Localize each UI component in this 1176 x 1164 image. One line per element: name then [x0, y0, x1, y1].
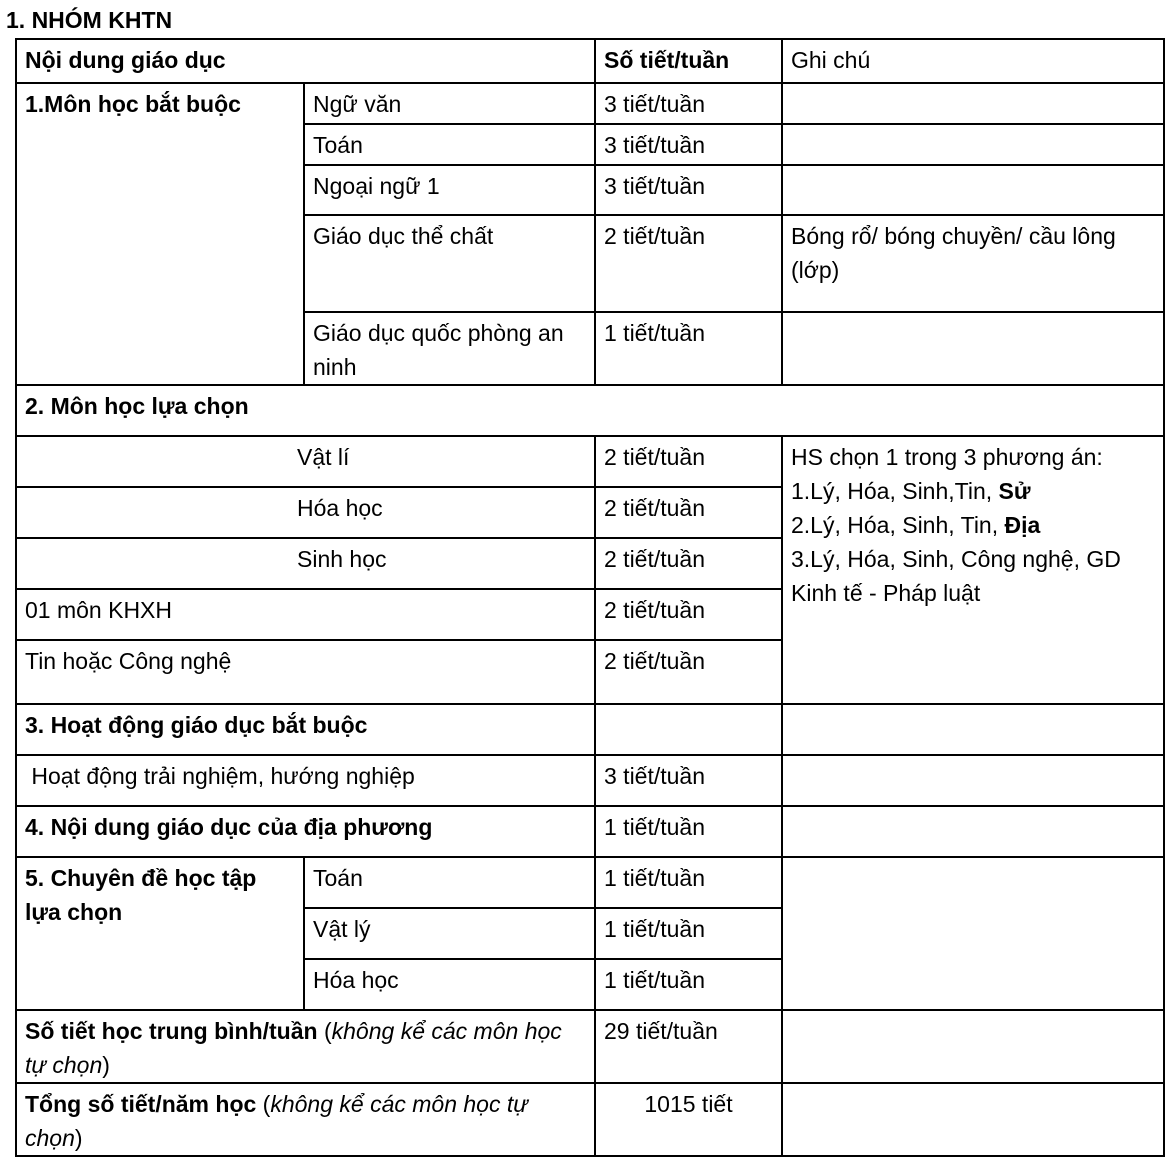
subject-cell: Vật lý	[304, 908, 595, 959]
document-heading: 1. NHÓM KHTN	[6, 7, 173, 33]
avg-label-bold: Số tiết học trung bình/tuần	[25, 1018, 318, 1044]
total-label: Tổng số tiết/năm học (không kể các môn học tự chọn)	[16, 1083, 595, 1156]
section1-title: 1.Môn học bắt buộc	[16, 83, 304, 385]
note-cell	[782, 1083, 1164, 1156]
table-row	[16, 1010, 1164, 1083]
note-option-2-bold: Địa	[1004, 512, 1041, 538]
note-cell	[782, 806, 1164, 857]
table-row	[16, 83, 1164, 124]
table-header-row	[16, 39, 1164, 83]
subject-cell: Sinh học	[16, 538, 595, 589]
avg-value: 29 tiết/tuần	[595, 1010, 782, 1083]
section2-title: 2. Môn học lựa chọn	[16, 385, 1164, 436]
periods-cell: 2 tiết/tuần	[595, 436, 782, 487]
total-value: 1015 tiết	[595, 1083, 782, 1156]
periods-cell: 3 tiết/tuần	[595, 165, 782, 215]
subject-cell: Hóa học	[16, 487, 595, 538]
header-content: Nội dung giáo dục	[16, 39, 595, 83]
periods-cell: 2 tiết/tuần	[595, 589, 782, 640]
periods-cell: 1 tiết/tuần	[595, 312, 782, 385]
table-row	[16, 704, 1164, 755]
section3-title: 3. Hoạt động giáo dục bắt buộc	[16, 704, 595, 755]
subject-cell: Toán	[304, 124, 595, 165]
section-title-row	[16, 385, 1164, 436]
note-option-1-text: 1.Lý, Hóa, Sinh,Tin,	[791, 478, 999, 504]
table-row	[16, 755, 1164, 806]
note-cell	[782, 755, 1164, 806]
periods-cell: 3 tiết/tuần	[595, 124, 782, 165]
section4-title: 4. Nội dung giáo dục của địa phương	[16, 806, 595, 857]
avg-label-italic: không kể các môn học tự chọn	[25, 1018, 562, 1078]
note-intro: HS chọn 1 trong 3 phương án:	[791, 444, 1103, 470]
section5-title: 5. Chuyên đề học tập lựa chọn	[16, 857, 304, 1010]
header-periods: Số tiết/tuần	[595, 39, 782, 83]
subject-cell: Tin hoặc Công nghệ	[16, 640, 595, 704]
total-label-italic: không kể các môn học tự chọn	[25, 1091, 528, 1151]
periods-cell: 3 tiết/tuần	[595, 755, 782, 806]
subject-cell: Giáo dục thể chất	[304, 215, 595, 312]
section2-note	[782, 436, 1164, 704]
periods-cell: 1 tiết/tuần	[595, 857, 782, 908]
subject-cell: 01 môn KHXH	[16, 589, 595, 640]
subject-cell: Ngoại ngữ 1	[304, 165, 595, 215]
note-cell	[782, 1010, 1164, 1083]
note-cell	[782, 124, 1164, 165]
table-row	[16, 857, 1164, 908]
note-cell	[782, 704, 1164, 755]
subject-cell: Vật lí	[16, 436, 595, 487]
periods-cell: 1 tiết/tuần	[595, 806, 782, 857]
periods-cell: 2 tiết/tuần	[595, 487, 782, 538]
subject-cell: Giáo dục quốc phòng an ninh	[304, 312, 595, 385]
subject-cell: Toán	[304, 857, 595, 908]
note-option-2	[791, 508, 1155, 542]
periods-cell: 2 tiết/tuần	[595, 538, 782, 589]
note-cell: Bóng rổ/ bóng chuyền/ cầu lông (lớp)	[782, 215, 1164, 312]
total-label-bold: Tổng số tiết/năm học	[25, 1091, 257, 1117]
subject-cell: Ngữ văn	[304, 83, 595, 124]
periods-cell: 1 tiết/tuần	[595, 959, 782, 1010]
note-option-1	[791, 474, 1155, 508]
note-cell	[782, 83, 1164, 124]
table-row	[16, 806, 1164, 857]
periods-cell: 2 tiết/tuần	[595, 640, 782, 704]
periods-cell: 1 tiết/tuần	[595, 908, 782, 959]
curriculum-table	[15, 38, 1165, 1157]
subject-cell: Hóa học	[304, 959, 595, 1010]
periods-cell: 2 tiết/tuần	[595, 215, 782, 312]
table-row	[16, 436, 1164, 487]
subject-cell: Hoạt động trải nghiệm, hướng nghiệp	[16, 755, 595, 806]
note-cell	[782, 165, 1164, 215]
periods-cell	[595, 704, 782, 755]
note-cell	[782, 312, 1164, 385]
note-option-2-text: 2.Lý, Hóa, Sinh, Tin,	[791, 512, 1005, 538]
avg-label: Số tiết học trung bình/tuần (không kể các môn học tự chọn)	[16, 1010, 595, 1083]
periods-cell: 3 tiết/tuần	[595, 83, 782, 124]
note-option-3: 3.Lý, Hóa, Sinh, Công nghệ, GD Kinh tế - Pháp luật	[791, 546, 1121, 606]
table-row	[16, 1083, 1164, 1156]
note-cell	[782, 857, 1164, 1010]
header-note: Ghi chú	[782, 39, 1164, 83]
note-option-1-bold: Sử	[998, 478, 1031, 504]
